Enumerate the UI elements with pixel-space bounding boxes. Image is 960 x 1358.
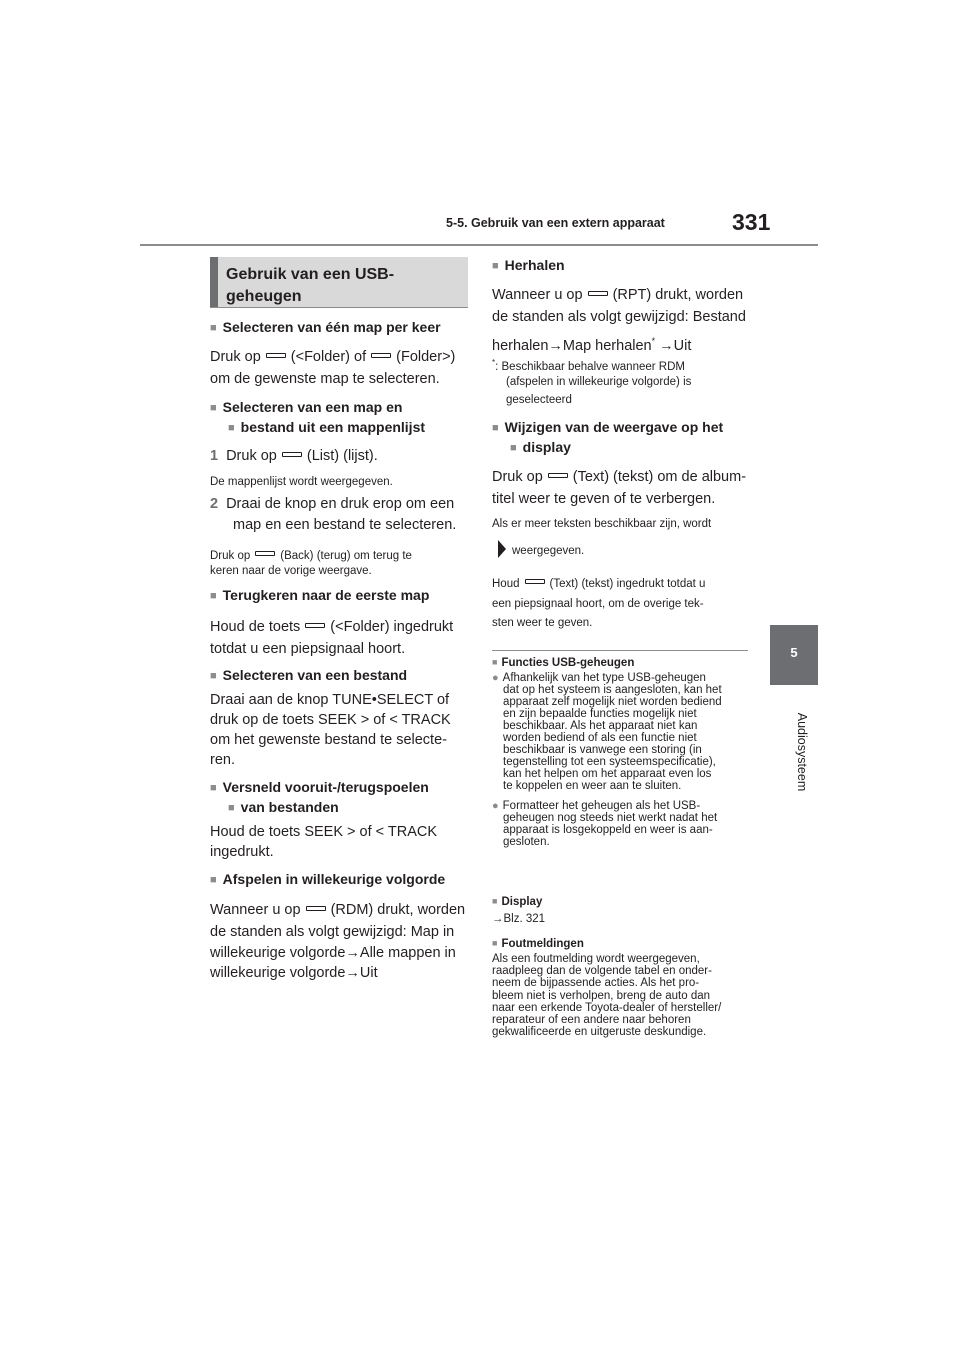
paragraph: totdat u een piepsignaal hoort.	[210, 641, 406, 657]
rdm-button-icon	[306, 906, 326, 911]
paragraph: willekeurige volgorde→Alle mappen in	[210, 945, 456, 961]
step-note: De mappenlijst wordt weergegeven.	[210, 476, 393, 488]
text-button-icon	[525, 579, 545, 584]
step-2-cont: map en een bestand te selecteren.	[233, 517, 457, 533]
note: Druk op (Back) (terug) om terug te	[210, 550, 412, 562]
heading-repeat: ■ Herhalen	[492, 255, 565, 276]
subheading-error-messages: ■ Foutmeldingen	[492, 936, 584, 951]
footnote-cont: (afspelen in willekeurige volgorde) is	[506, 376, 692, 388]
heading-fast-forward: ■ Versneld vooruit-/terugspoelen	[210, 777, 429, 798]
heading-folder-list: ■ Selecteren van een map en	[210, 397, 402, 418]
text-button-icon	[548, 473, 568, 478]
heading-display-change-cont: ■ display	[510, 437, 571, 458]
section-heading-line2: geheugen	[226, 288, 302, 305]
heading-first-folder: ■ Terugkeren naar de eerste map	[210, 585, 429, 606]
footnote: *: Beschikbaar behalve wanneer RDM	[492, 358, 685, 373]
folder-up-button-icon	[371, 353, 391, 358]
list-item: ● Formatteer het geheugen als het USB- geheugen nog steeds niet werkt nadat het apparaat is losgekoppeld en weer is aan- gesloten.	[492, 800, 750, 848]
note-cont: keren naar de vorige weergave.	[210, 565, 372, 577]
heading-select-folder: ■ Selecteren van één map per keer	[210, 317, 441, 338]
more-text-arrow-icon	[498, 540, 506, 558]
note-cont: sten weer te geven.	[492, 617, 593, 629]
paragraph: om het gewenste bestand te selecte-	[210, 732, 447, 748]
rpt-button-icon	[588, 291, 608, 296]
heading-folder-list-cont: ■ bestand uit een mappenlijst	[228, 417, 425, 438]
footnote-cont: geselecteerd	[506, 394, 572, 406]
heading-display-change: ■ Wijzigen van de weergave op het	[492, 417, 723, 438]
page-reference: →Blz. 321	[492, 913, 546, 925]
section-heading-line1: Gebruik van een USB-	[226, 266, 395, 283]
list-button-icon	[282, 452, 302, 457]
heading-select-file: ■ Selecteren van een bestand	[210, 665, 407, 686]
note: Houd (Text) (tekst) ingedrukt totdat u	[492, 578, 706, 590]
paragraph: Houd de toets SEEK > of < TRACK	[210, 824, 438, 840]
section-heading-box	[210, 257, 468, 307]
subheading-display: ■ Display	[492, 894, 542, 909]
paragraph: Houd de toets (<Folder) ingedrukt	[210, 619, 454, 635]
heading-rule	[210, 307, 468, 308]
paragraph: Wanneer u op (RDM) drukt, worden	[210, 902, 466, 918]
paragraph: Druk op (Text) (tekst) om de album-	[492, 469, 747, 485]
paragraph: Druk op (<Folder) of (Folder>)	[210, 349, 456, 365]
paragraph: titel weer te geven of te verbergen.	[492, 491, 716, 507]
paragraph: de standen als volgt gewijzigd: Bestand	[492, 309, 746, 325]
back-button-icon	[255, 551, 275, 556]
heading-fast-forward-cont: ■ van bestanden	[228, 797, 339, 818]
paragraph: de standen als volgt gewijzigd: Map in	[210, 924, 455, 940]
page-number: 331	[732, 209, 771, 235]
paragraph: Als een foutmelding wordt weergegeven, raadpleeg dan de volgende tabel en onder- neem de bijpassende acties. Als het pro- bleem niet is verholpen, breng de auto dan naar een erkende Toyota-dealer of hersteller/ reparateur of een andere naar behoren gekwalificeerde en uitgeruste deskundige.	[492, 953, 722, 1039]
folder-down-button-icon	[305, 623, 325, 628]
paragraph: Draai aan de knop TUNE•SELECT of	[210, 692, 450, 708]
chapter-tab: 5	[770, 625, 818, 685]
header-rule	[140, 244, 818, 246]
paragraph: om de gewenste map te selecteren.	[210, 371, 440, 387]
list-item: ● Afhankelijk van het type USB-geheugen dat op het systeem is aangesloten, kan het apparaat zelf mogelijk niet worden bediend en zijn bepaalde functies mogelijk niet beschikbaar. Als het apparaat niet kan worden bediend of als een functie niet beschikbaar is vanwege een storing (in tegenstelling tot een systeemspecificatie), kan het helpen om het apparaat even los te koppelen en weer aan te sluiten.	[492, 672, 750, 792]
note-cont: een piepsignaal hoort, om de overige tek-	[492, 598, 704, 610]
paragraph: druk op de toets SEEK > of < TRACK	[210, 712, 451, 728]
bullet-list	[492, 672, 750, 848]
paragraph: willekeurige volgorde→Uit	[210, 965, 378, 981]
subheading-usb-functions: ■ Functies USB-geheugen	[492, 655, 634, 670]
chapter-label: Audiosysteem	[795, 712, 809, 792]
paragraph: ingedrukt.	[210, 844, 274, 860]
step-2: 2 Draai de knop en druk erop om een	[210, 496, 455, 512]
section-title: 5-5. Gebruik van een extern apparaat	[446, 216, 665, 230]
note-cont: weergegeven.	[498, 540, 584, 559]
heading-random-play: ■ Afspelen in willekeurige volgorde	[210, 869, 445, 890]
divider	[492, 650, 748, 651]
step-1: 1 Druk op (List) (lijst).	[210, 448, 378, 464]
folder-down-button-icon	[266, 353, 286, 358]
paragraph: ren.	[210, 752, 235, 768]
note: Als er meer teksten beschikbaar zijn, wordt	[492, 518, 712, 530]
paragraph: Wanneer u op (RPT) drukt, worden	[492, 287, 744, 303]
paragraph: herhalen→Map herhalen* →Uit	[492, 336, 692, 354]
